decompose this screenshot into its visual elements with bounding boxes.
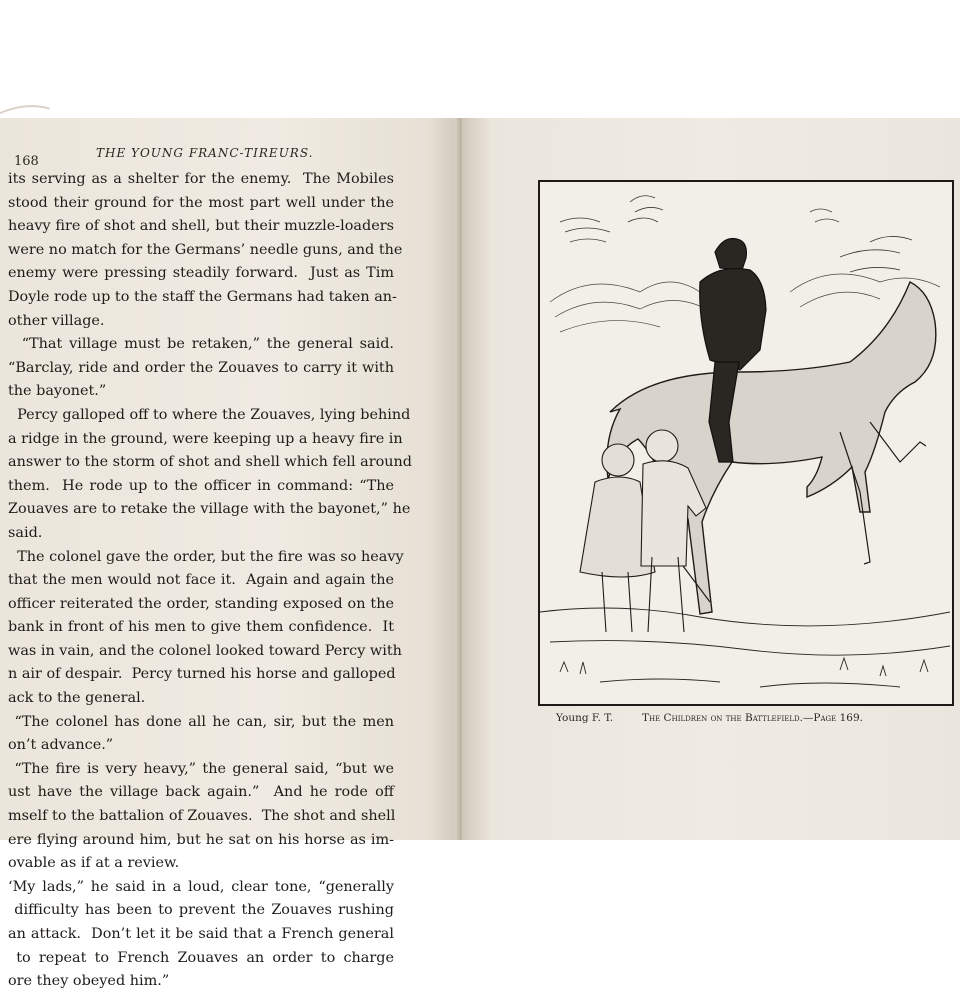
right-page (462, 118, 960, 840)
caption-book-label: Young F. T. (556, 712, 614, 724)
text-line: on’t advance.” (8, 737, 114, 754)
text-line: was in vain, and the colonel looked toward Percy with (8, 642, 402, 659)
text-line: Zouaves are to retake the village with the bayonet,” he (8, 501, 411, 518)
text-line: them. He rode up to the officer in command: “The (8, 477, 394, 494)
text-line: stood their ground for the most part well under the (8, 194, 394, 211)
text-line: bank in front of his men to give them confidence. It (8, 619, 394, 636)
text-line: difficulty has been to prevent the Zouaves rushing (8, 902, 394, 919)
illustration-engraving (540, 182, 952, 704)
text-line: heavy fire of shot and shell, but their muzzle-loaders (8, 218, 394, 235)
text-line: “Barclay, ride and order the Zouaves to carry it with (8, 359, 394, 376)
page-number: 168 (14, 154, 39, 169)
left-page (0, 118, 460, 990)
text-line: an attack. Don’t let it be said that a French general (8, 926, 394, 942)
text-line: its serving as a shelter for the enemy. The Mobiles (8, 171, 394, 187)
text-line: were no match for the Germans’ needle guns, and the (8, 241, 403, 258)
text-line: mself to the battalion of Zouaves. The shot and shell (8, 808, 396, 825)
text-line: officer reiterated the order, standing exposed on the (8, 595, 394, 612)
running-title: THE YOUNG FRANC-TIREURS. (96, 146, 314, 160)
text-line: “The fire is very heavy,” the general said, “but we (8, 760, 394, 777)
open-book-spread (0, 118, 960, 990)
caption-title: The Children on the Battlefield.—Page 169. (642, 712, 863, 724)
text-line: said. (8, 524, 43, 541)
body-text (8, 168, 413, 994)
illustration-frame (538, 180, 954, 706)
text-line: ‘My lads,” he said in a loud, clear tone, “generally (8, 878, 394, 895)
text-line: ore they obeyed him.” (8, 973, 170, 990)
text-line: answer to the storm of shot and shell which fell around (8, 454, 413, 471)
text-line: ack to the general. (8, 690, 146, 707)
text-line: ust have the village back again.” And he rode off (8, 784, 394, 801)
text-line: The colonel gave the order, but the fire was so heavy (8, 548, 404, 565)
text-line: that the men would not face it. Again and again the (8, 572, 394, 589)
page-header (14, 146, 454, 168)
text-line: ere flying around him, but he sat on his horse as im- (8, 831, 394, 848)
text-line: n air of despair. Percy turned his horse and galloped (8, 666, 396, 683)
text-line: ovable as if at a review. (8, 855, 180, 872)
text-line: to repeat to French Zouaves an order to charge (8, 949, 394, 966)
text-line: “That village must be retaken,” the general said. (8, 336, 394, 353)
text-line: Percy galloped off to where the Zouaves, lying behind (8, 406, 411, 423)
ground (540, 608, 950, 687)
text-line: enemy were pressing steadily forward. Just as Tim (8, 265, 394, 282)
text-line: the bayonet.” (8, 383, 107, 400)
text-line: other village. (8, 312, 105, 329)
text-line: Doyle rode up to the staff the Germans had taken an- (8, 288, 397, 305)
text-line: a ridge in the ground, were keeping up a heavy fire in (8, 430, 403, 447)
text-line: “The colonel has done all he can, sir, but the men (8, 713, 394, 730)
